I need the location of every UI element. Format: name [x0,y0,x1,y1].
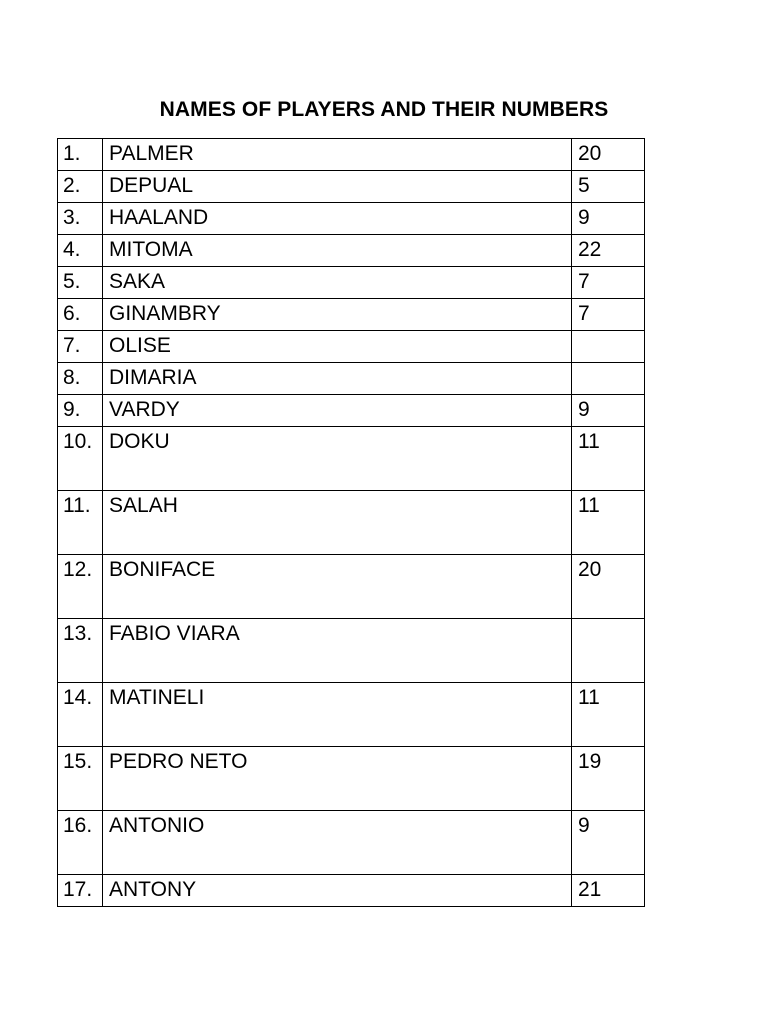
player-name-cell: VARDY [103,395,572,427]
row-index-cell: 1. [58,139,103,171]
player-name-cell: OLISE [103,331,572,363]
player-number-cell: 19 [572,747,645,811]
player-name-cell: MATINELI [103,683,572,747]
player-name-cell: SAKA [103,267,572,299]
player-number-cell: 7 [572,267,645,299]
players-table [57,138,645,907]
player-name-cell: BONIFACE [103,555,572,619]
players-table-body [58,139,645,907]
row-index-cell: 8. [58,363,103,395]
player-number-cell: 22 [572,235,645,267]
row-index-cell: 6. [58,299,103,331]
player-number-cell: 11 [572,683,645,747]
document-title: NAMES OF PLAYERS AND THEIR NUMBERS [159,98,609,121]
player-number-cell: 11 [572,491,645,555]
player-name-cell: GINAMBRY [103,299,572,331]
table-row [58,491,645,555]
table-row [58,555,645,619]
row-index-cell: 13. [58,619,103,683]
table-row [58,619,645,683]
table-row [58,235,645,267]
table-row [58,395,645,427]
table-row [58,875,645,907]
table-row [58,299,645,331]
row-index-cell: 2. [58,171,103,203]
table-row [58,427,645,491]
player-number-cell: 7 [572,299,645,331]
player-name-cell: DEPUAL [103,171,572,203]
player-name-cell: PALMER [103,139,572,171]
row-index-cell: 10. [58,427,103,491]
player-name-cell: FABIO VIARA [103,619,572,683]
row-index-cell: 3. [58,203,103,235]
table-row [58,683,645,747]
table-row [58,171,645,203]
row-index-cell: 17. [58,875,103,907]
player-name-cell: ANTONIO [103,811,572,875]
row-index-cell: 15. [58,747,103,811]
player-number-cell: 21 [572,875,645,907]
player-name-cell: ANTONY [103,875,572,907]
table-row [58,267,645,299]
row-index-cell: 14. [58,683,103,747]
player-name-cell: DIMARIA [103,363,572,395]
row-index-cell: 12. [58,555,103,619]
player-name-cell: MITOMA [103,235,572,267]
player-name-cell: SALAH [103,491,572,555]
table-row [58,363,645,395]
row-index-cell: 4. [58,235,103,267]
player-number-cell: 9 [572,203,645,235]
player-name-cell: HAALAND [103,203,572,235]
row-index-cell: 11. [58,491,103,555]
player-number-cell: 9 [572,395,645,427]
player-number-cell [572,363,645,395]
player-name-cell: PEDRO NETO [103,747,572,811]
player-number-cell [572,619,645,683]
player-number-cell: 5 [572,171,645,203]
table-row [58,331,645,363]
row-index-cell: 5. [58,267,103,299]
player-number-cell [572,331,645,363]
table-row [58,811,645,875]
player-name-cell: DOKU [103,427,572,491]
row-index-cell: 16. [58,811,103,875]
player-number-cell: 11 [572,427,645,491]
table-row [58,203,645,235]
player-number-cell: 20 [572,555,645,619]
row-index-cell: 9. [58,395,103,427]
table-row [58,139,645,171]
player-number-cell: 20 [572,139,645,171]
player-number-cell: 9 [572,811,645,875]
table-row [58,747,645,811]
row-index-cell: 7. [58,331,103,363]
